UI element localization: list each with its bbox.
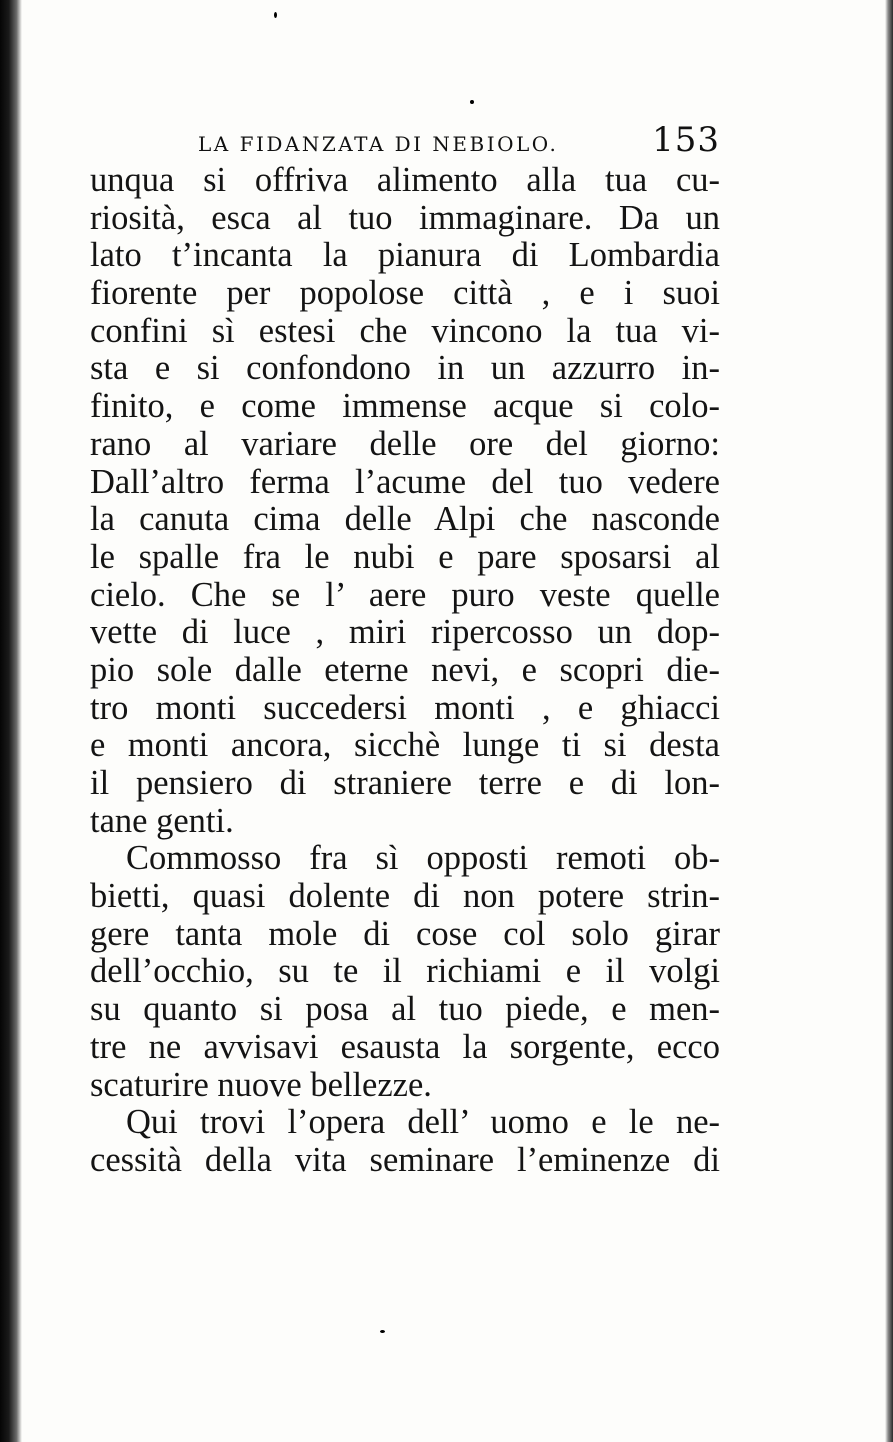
text-line: su quanto si posa al tuo piede, e men- [90, 990, 720, 1029]
page-number: 153 [652, 120, 720, 160]
text-line: bietti, quasi dolente di non potere strin- [90, 877, 720, 916]
text-line: unqua si offriva alimento alla tua cu- [90, 161, 720, 199]
text-line: confini sì estesi che vincono la tua vi- [90, 311, 720, 350]
text-line: il pensiero di straniere terre e di lon- [90, 764, 720, 802]
text-line: tane genti. [90, 801, 234, 840]
ink-speck [380, 1330, 385, 1333]
text-line: Dall’altro ferma l’acume del tuo vedere [90, 462, 720, 501]
ink-speck [274, 12, 277, 18]
text-line: vette di luce , miri ripercosso un dop- [90, 613, 720, 652]
page-header [90, 120, 720, 160]
text-line: rano al variare delle ore del giorno: [90, 424, 720, 463]
text-line: lato t’incanta la pianura di Lombardia [90, 236, 720, 275]
text-line: cielo. Che se l’ aere puro veste quelle [90, 575, 720, 614]
page-edge-shadow [885, 0, 893, 1442]
text-line: tro monti succedersi monti , e ghiacci [90, 688, 720, 727]
text-line: dell’occhio, su te il richiami e il volgi [90, 952, 720, 991]
text-line: riosità, esca al tuo immaginare. Da un [90, 198, 720, 237]
running-title: LA FIDANZATA DI NEBIOLO. [198, 132, 559, 156]
text-line: finito, e come immense acque si colo- [90, 387, 720, 426]
paragraph-first-line: Commosso fra sì opposti remoti ob- [126, 839, 720, 878]
page-binding-shadow [0, 0, 22, 1442]
text-line: sta e si confondono in un azzurro in- [90, 349, 720, 388]
text-line: fiorente per popolose città , e i suoi [90, 274, 720, 313]
text-line: tre ne avvisavi esausta la sorgente, ecco [90, 1027, 720, 1066]
text-line: e monti ancora, sicchè lunge ti si desta [90, 726, 720, 765]
text-line: scaturire nuove bellezze. [90, 1065, 432, 1104]
text-line: gere tanta mole di cose col solo girar [90, 914, 720, 953]
paragraph-first-line: Qui trovi l’opera dell’ uomo e le ne- [126, 1103, 720, 1142]
text-line: le spalle fra le nubi e pare sposarsi al [90, 537, 720, 576]
text-line: pio sole dalle eterne nevi, e scopri die- [90, 650, 720, 689]
text-line: la canuta cima delle Alpi che nasconde [90, 500, 720, 539]
ink-speck [470, 100, 474, 104]
body-text [90, 162, 720, 1180]
text-line: cessità della vita seminare l’eminenze di [90, 1140, 720, 1179]
